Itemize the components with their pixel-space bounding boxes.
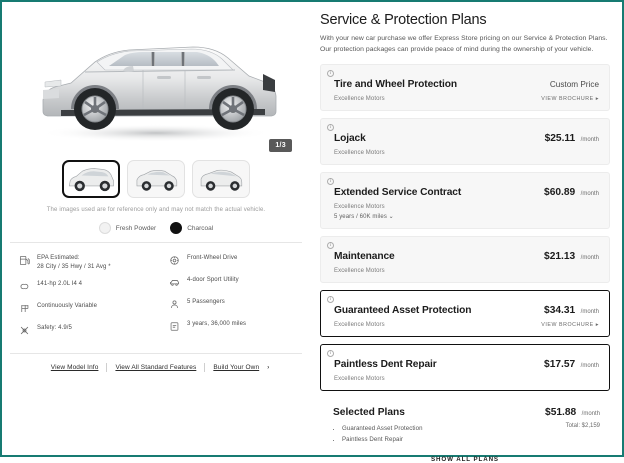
plan-vendor: Excellence Motors [334,96,385,102]
thumbnail-front-three-quarter-icon [65,163,117,195]
plan-price-period: /month [580,137,599,143]
vehicle-links-row [10,353,302,372]
suv-side-profile-illustration [25,14,287,152]
link-build-your-own[interactable]: Build Your Own [213,364,260,372]
summary-price-period: /month [581,411,600,417]
plan-price-period: /month [580,191,599,197]
plan-price: Custom Price [549,80,599,89]
spec-engine [18,280,158,293]
spec-epa-estimated [18,254,158,271]
spec-passengers [168,298,296,311]
plan-vendor: Excellence Motors [334,204,385,210]
thumbnail-rear-view-icon [195,163,247,195]
plan-name: Maintenance [334,251,395,262]
specs-column-right [168,254,296,337]
info-icon[interactable]: i [327,242,334,249]
color-swatch-fresh-powder [99,222,111,234]
spec-warranty [168,320,296,333]
gallery-count-badge: 1/3 [269,139,292,152]
gallery-thumbnail-1[interactable] [127,160,185,198]
plan-card-maintenance[interactable] [320,236,610,283]
plan-card-extended-service-contract[interactable] [320,172,610,229]
gallery-thumbnail-2[interactable] [192,160,250,198]
spec-transmission-text: Continuously Variable [37,303,98,310]
spec-body-style-text: 4-door Sport Utility [187,277,239,283]
info-icon[interactable]: i [327,350,334,357]
summary-title: Selected Plans [333,407,405,418]
car-body-icon [168,276,180,289]
page-subtitle: With your new car purchase we offer Express Store pricing on our Service & Protection Plans. Our protection packages can provide peace of mind during the ownership of your vehicle. [320,35,608,53]
summary-list-item: • Guaranteed Asset Protection [342,424,423,435]
plan-name: Extended Service Contract [334,187,462,198]
link-view-all-standard-features[interactable]: View All Standard Features [115,364,197,372]
protection-plans-panel [310,2,622,463]
view-brochure-link[interactable]: VIEW BROCHURE ▸ [541,322,599,328]
view-brochure-link[interactable]: VIEW BROCHURE ▸ [541,96,599,102]
specs-column-left [18,254,158,337]
plan-card-tire-and-wheel-protection[interactable] [320,64,610,111]
info-icon[interactable]: i [327,124,334,131]
summary-total: Total: $2,159 [565,423,600,429]
vehicle-detail-panel [2,2,310,455]
color-label-charcoal: Charcoal [187,224,214,232]
plan-price-period: /month [580,363,599,369]
link-view-model-info[interactable]: View Model Info [50,364,99,372]
plan-term-dropdown[interactable]: 5 years / 60K miles ⌄ [334,214,394,220]
plan-price: $34.31 [544,305,576,316]
plans-list [320,64,610,391]
plan-vendor: Excellence Motors [334,268,385,274]
spec-drivetrain [168,254,296,267]
plan-vendor: Excellence Motors [334,376,385,382]
show-all-plans-button[interactable]: SHOW ALL PLANS [431,456,499,463]
chevron-right-icon: › [267,364,270,371]
gallery-thumbnail-0[interactable] [62,160,120,198]
warranty-icon [168,320,180,333]
plan-price-period: /month [580,309,599,315]
color-options-row [10,222,302,243]
fuel-pump-icon [18,254,30,267]
vehicle-hero-image[interactable] [10,8,302,158]
selected-plans-summary [320,402,610,445]
plan-vendor: Excellence Motors [334,322,385,328]
plan-name: Guaranteed Asset Protection [334,305,472,316]
plan-name: Paintless Dent Repair [334,359,437,370]
safety-rating-icon [18,324,30,337]
color-swatch-charcoal [170,222,182,234]
passengers-icon [168,298,180,311]
info-icon[interactable]: i [327,296,334,303]
summary-list-item: • Paintless Dent Repair [342,435,423,446]
spec-drivetrain-text: Front-Wheel Drive [187,255,238,261]
summary-price: $51.88 [545,407,577,418]
plan-name: Tire and Wheel Protection [334,79,457,90]
gallery-thumbnail-row [10,160,302,198]
plan-price: $17.57 [544,359,576,370]
spec-engine-text: 141-hp 2.0L I4 4 [37,281,83,288]
spec-passengers-text: 5 Passengers [187,299,225,305]
spec-safety-text[interactable]: Safety: 4.9/5 [37,325,72,332]
drivetrain-icon [168,254,180,267]
plan-price: $25.11 [544,133,576,144]
engine-icon [18,280,30,293]
transmission-icon [18,302,30,315]
image-disclaimer: The images used are for reference only and may not match the actual vehicle. [46,207,266,213]
plan-vendor: Excellence Motors [334,150,385,156]
color-option-charcoal[interactable] [170,222,213,234]
summary-item-list [333,424,423,445]
spec-transmission [18,302,158,315]
spec-safety-rating[interactable] [18,324,158,337]
plan-price: $21.13 [544,251,576,262]
spec-body-style [168,276,296,289]
plan-name: Lojack [334,133,366,144]
thumbnail-rear-three-quarter-icon [130,163,182,195]
plan-card-guaranteed-asset-protection[interactable] [320,290,610,337]
color-option-fresh-powder[interactable] [99,222,156,234]
spec-epa-text: EPA Estimated: 28 City / 35 Hwy / 31 Avg * [37,255,111,270]
info-icon[interactable]: i [327,70,334,77]
plan-card-paintless-dent-repair[interactable] [320,344,610,391]
plan-price: $60.89 [544,187,576,198]
plan-card-lojack[interactable] [320,118,610,165]
plan-price-period: /month [580,255,599,261]
info-icon[interactable]: i [327,178,334,185]
page-title: Service & Protection Plans [320,12,487,28]
color-label-fresh-powder: Fresh Powder [115,224,157,232]
vehicle-specs [10,254,302,337]
spec-warranty-text: 3 years, 36,000 miles [187,321,247,327]
